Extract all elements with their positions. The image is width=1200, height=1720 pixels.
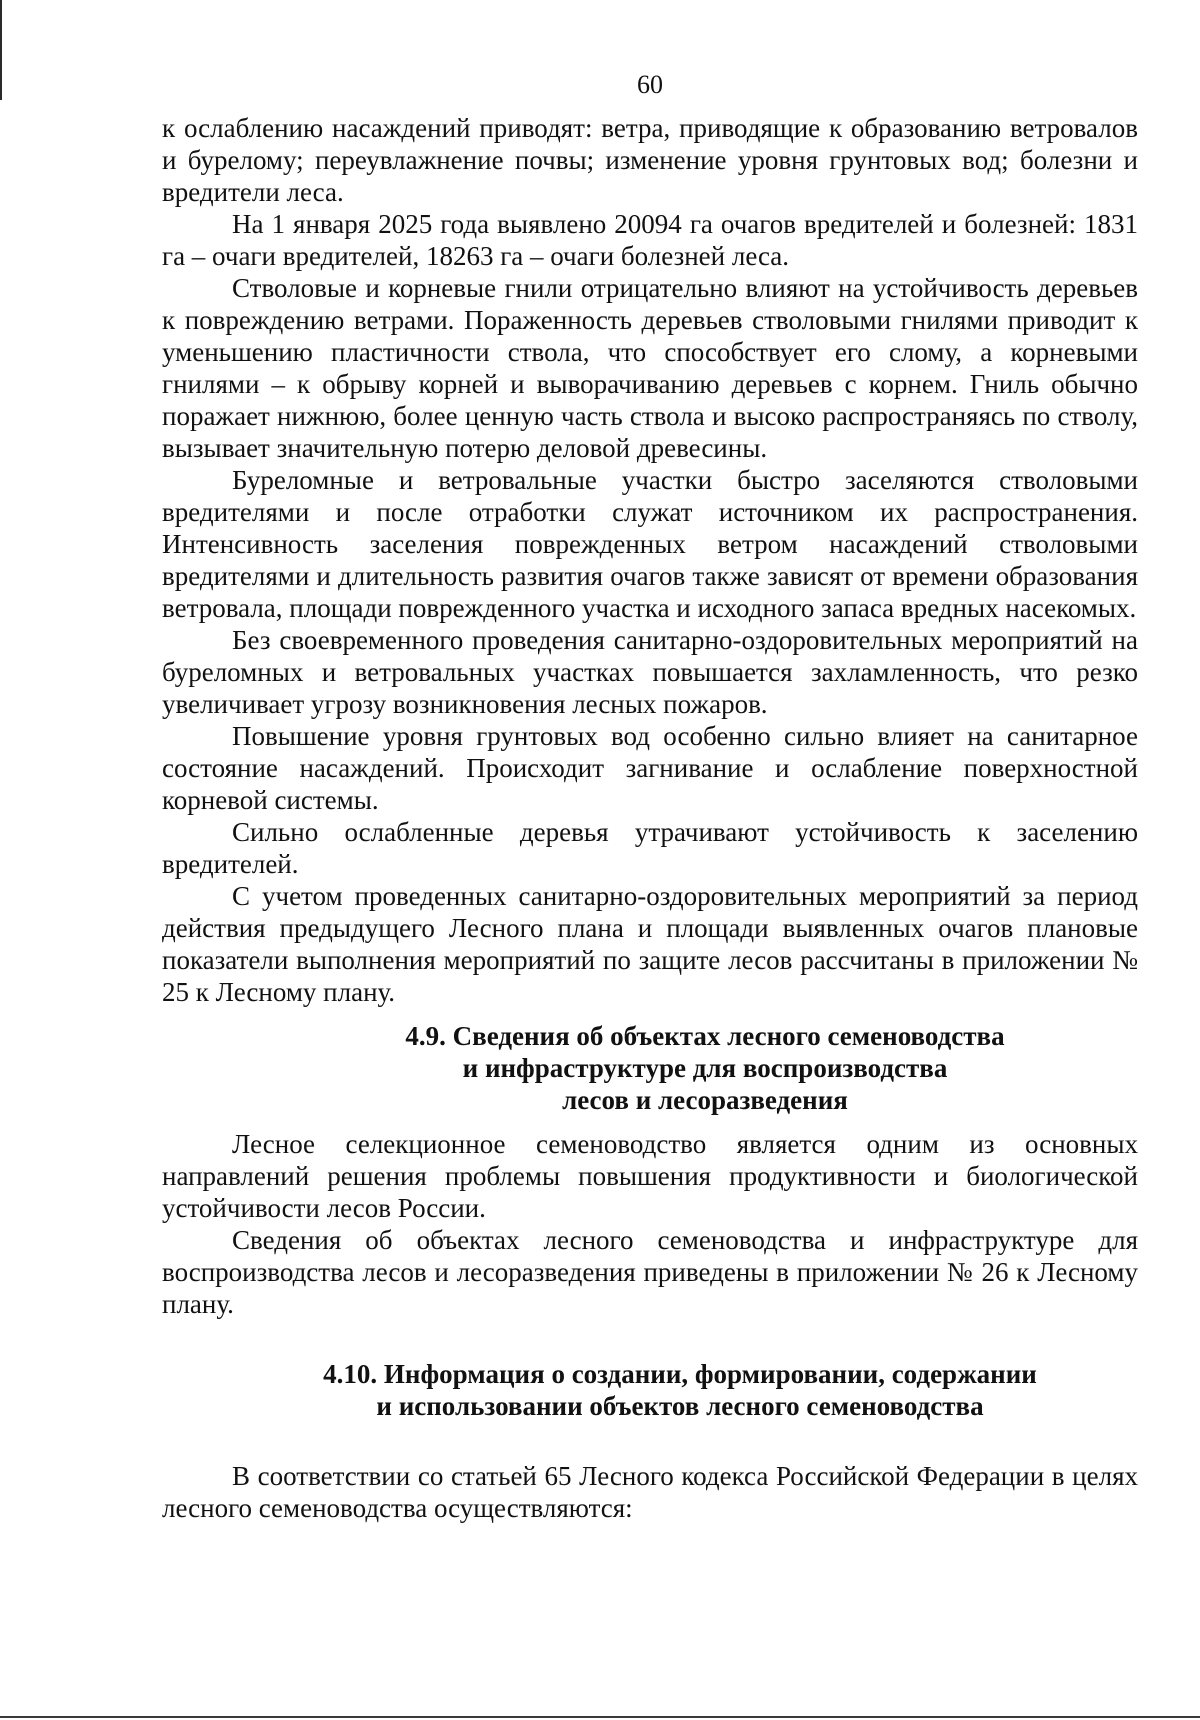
paragraph-clutter: Без своевременного проведения санитарно-оздоровительных мероприятий на буреломных и ветровальных участках повышается захламленность, что резко увеличивает угрозу возникновения лесных пожаров. bbox=[162, 625, 1138, 719]
section-heading-4-9 bbox=[162, 1020, 1138, 1116]
heading-line: 4.10. Информация о создании, формировании, содержании bbox=[323, 1359, 1037, 1389]
paragraph-pest-stats: На 1 января 2025 года выявлено 20094 га очагов вредителей и болезней: 1831 га – очаги вредителей, 18263 га – очаги болезней леса. bbox=[162, 209, 1138, 271]
paragraph-seed-breeding: Лесное селекционное семеноводство является одним из основных направлений решения проблемы повышения продуктивности и биологической устойчивости лесов России. bbox=[162, 1129, 1138, 1223]
document-body bbox=[162, 112, 1138, 1524]
paragraph-seed-objects-appendix: Сведения об объектах лесного семеноводства и инфраструктуре для воспроизводства лесов и лесоразведения приведены в приложении № 26 к Лесному плану. bbox=[162, 1225, 1138, 1319]
paragraph-weakened-trees: Сильно ослабленные деревья утрачивают устойчивость к заселению вредителей. bbox=[162, 817, 1138, 879]
page-number: 60 bbox=[637, 70, 663, 99]
heading-line: и использовании объектов лесного семеноводства bbox=[376, 1391, 984, 1421]
paragraph-rot: Стволовые и корневые гнили отрицательно влияют на устойчивость деревьев к повреждению ветрами. Пораженность деревьев стволовыми гнилями приводит к уменьшению пластичности ствола, что способствует его слому, а корневыми гнилями – к обрыву корней и выворачиванию деревьев с корнем. Гниль обычно поражает нижнюю, более ценную часть ствола и высоко распространяясь по стволу, вызывает значительную потерю деловой древесины. bbox=[162, 273, 1138, 463]
heading-line: лесов и лесоразведения bbox=[562, 1085, 848, 1115]
section-heading-4-10 bbox=[162, 1358, 1138, 1422]
scan-edge-bottom bbox=[0, 1716, 1200, 1718]
heading-line: и инфраструктуре для воспроизводства bbox=[462, 1053, 948, 1083]
paragraph-continuation: к ослаблению насаждений приводят: ветра, приводящие к образованию ветровалов и бурелому; переувлажнение почвы; изменение уровня грунтовых вод; болезни и вредители леса. bbox=[162, 113, 1138, 207]
paragraph-planned-indicators: С учетом проведенных санитарно-оздоровительных мероприятий за период действия предыдущего Лесного плана и площади выявленных очагов плановые показатели выполнения мероприятий по защите лесов рассчитаны в приложении № 25 к Лесному плану. bbox=[162, 881, 1138, 1007]
paragraph-windfall: Буреломные и ветровальные участки быстро заселяются стволовыми вредителями и после отработки служат источником их распространения. Интенсивность заселения поврежденных ветром насаждений стволовыми вредителями и длительность развития очагов также зависят от времени образования ветровала, площади поврежденного участка и исходного запаса вредных насекомых. bbox=[162, 465, 1138, 623]
paragraph-groundwater: Повышение уровня грунтовых вод особенно сильно влияет на санитарное состояние насаждений. Происходит загнивание и ослабление поверхностной корневой системы. bbox=[162, 721, 1138, 815]
heading-line: 4.9. Сведения об объектах лесного семеноводства bbox=[405, 1021, 1005, 1051]
paragraph-forest-code: В соответствии со статьей 65 Лесного кодекса Российской Федерации в целях лесного семеноводства осуществляются: bbox=[162, 1461, 1138, 1523]
